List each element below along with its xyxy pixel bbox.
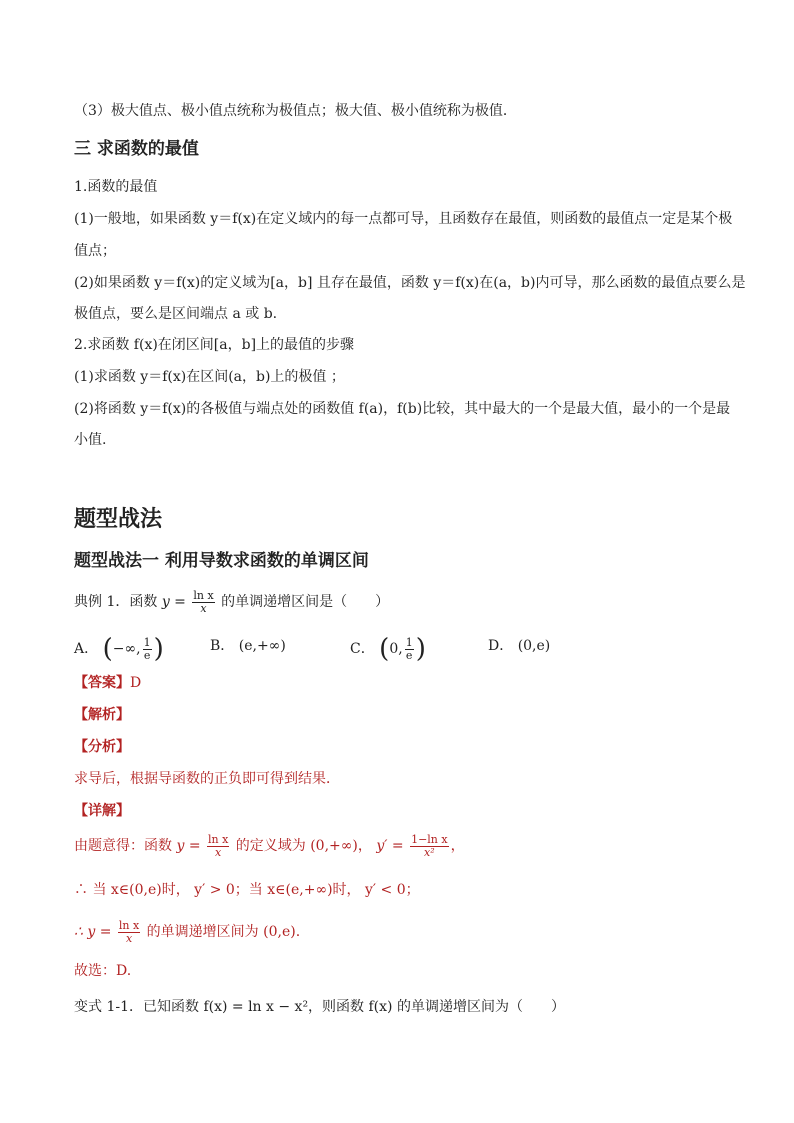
option-c[interactable] [350, 636, 426, 662]
option-c-label: C． [350, 641, 375, 657]
detail3-prefix: ∴ y = [74, 924, 112, 940]
detail1-num2: 1−ln x [411, 832, 448, 846]
option-b[interactable] [210, 636, 286, 656]
option-b-text: (e,+∞) [238, 638, 286, 654]
answer-value: D [130, 675, 142, 691]
detail-line-3 [74, 918, 300, 946]
detail3-den: x [125, 931, 133, 945]
example1-frac-den: x [200, 601, 207, 615]
item1-p2-line2: 极值点，要么是区间端点 a 或 b. [74, 306, 278, 322]
detail1-yprime: y′ = [376, 838, 404, 854]
option-a-fraction [143, 637, 152, 662]
detail-line-2: ∴ 当 x∈(0,e)时， y′ > 0；当 x∈(e,+∞)时， y′ < 0； [74, 882, 420, 898]
paren-left-icon: ( [379, 634, 390, 664]
paren-right-icon: ) [153, 634, 164, 664]
detail1-num: ln x [208, 832, 229, 846]
paren-left-icon: ( [102, 634, 113, 664]
paren-right-icon: ) [415, 634, 426, 664]
option-a-label: A． [74, 641, 99, 657]
detail1-den: x [215, 845, 222, 859]
item2-p2-line1: (2)将函数 y＝f(x)的各极值与端点处的函数值 f(a)，f(b)比较，其中最大的一个是最大值，最小的一个是最 [74, 401, 731, 417]
detail3-fraction [118, 920, 140, 945]
answer-line [74, 673, 141, 693]
detail1-den2: x² [424, 845, 435, 859]
option-c-num: 1 [405, 635, 413, 649]
heading-main: 题型战法 [74, 507, 163, 532]
top-note: （3）极大值点、极小值点统称为极值点；极大值、极小值统称为极值． [74, 103, 517, 119]
example1-question [74, 588, 389, 616]
detail3-suffix: 的单调递增区间为 (0,e). [146, 924, 301, 940]
detail1-prefix: 由题意得：函数 [74, 838, 172, 854]
option-a-left: −∞, [112, 641, 141, 657]
detail1-mid: 的定义域为 (0,+∞)， [235, 838, 372, 854]
option-b-label: B． [210, 638, 235, 654]
section-title: 三 求函数的最值 [74, 139, 199, 159]
jiexi-tag: 【解析】 [74, 707, 130, 723]
item2-p2-line2: 小值. [74, 432, 107, 448]
item2-title: 2.求函数 f(x)在闭区间[a，b]上的最值的步骤 [74, 337, 355, 353]
detail1-fraction-2 [410, 834, 449, 859]
conclusion: 故选：D. [74, 963, 132, 979]
example1-prefix: 典例 1．函数 [74, 594, 158, 610]
example1-options [74, 630, 724, 662]
fenxi-tag: 【分析】 [74, 739, 130, 755]
item1-p2-line1: (2)如果函数 y＝f(x)的定义域为[a，b] 且存在最值，函数 y＝f(x)在(a，b)内可导，那么函数的最值点要么是 [74, 275, 746, 291]
example1-suffix: 的单调递增区间是（ ） [221, 594, 390, 610]
item1-title: 1.函数的最值 [74, 179, 158, 195]
item2-p1: (1)求函数 y＝f(x)在区间(a，b)上的极值 ； [74, 369, 345, 385]
detail3-num: ln x [118, 918, 140, 932]
option-a-num: 1 [143, 635, 151, 649]
detail-line-1 [74, 832, 465, 860]
option-d[interactable] [488, 636, 550, 656]
option-a-den: e [143, 648, 151, 662]
example1-frac-num: ln x [193, 588, 214, 602]
option-d-label: D． [488, 638, 514, 654]
option-c-left: 0, [389, 641, 403, 657]
answer-tag: 【答案】 [74, 675, 130, 691]
option-c-den: e [405, 648, 413, 662]
detail1-y: y = [176, 838, 201, 854]
detail1-end: ， [450, 838, 465, 854]
item1-p1-line1: (1)一般地，如果函数 y＝f(x)在定义域内的每一点都可导，且函数存在最值，则函数的最值点一定是某个极 [74, 211, 733, 227]
detail1-fraction [207, 834, 229, 859]
variant-question: 变式 1-1．已知函数 f(x) = ln x − x²，则函数 f(x) 的单调递增区间为（ ） [74, 999, 565, 1015]
item1-p1-line2: 值点； [74, 243, 116, 259]
example1-y: y = [161, 594, 186, 610]
heading-sub: 题型战法一 利用导数求函数的单调区间 [74, 551, 369, 571]
option-d-text: (0,e) [517, 638, 551, 654]
option-c-fraction [405, 637, 414, 662]
xiangjie-tag: 【详解】 [74, 803, 130, 819]
fenxi-text: 求导后，根据导函数的正负即可得到结果． [74, 771, 340, 787]
example1-fraction [192, 590, 214, 615]
option-a[interactable] [74, 636, 164, 662]
